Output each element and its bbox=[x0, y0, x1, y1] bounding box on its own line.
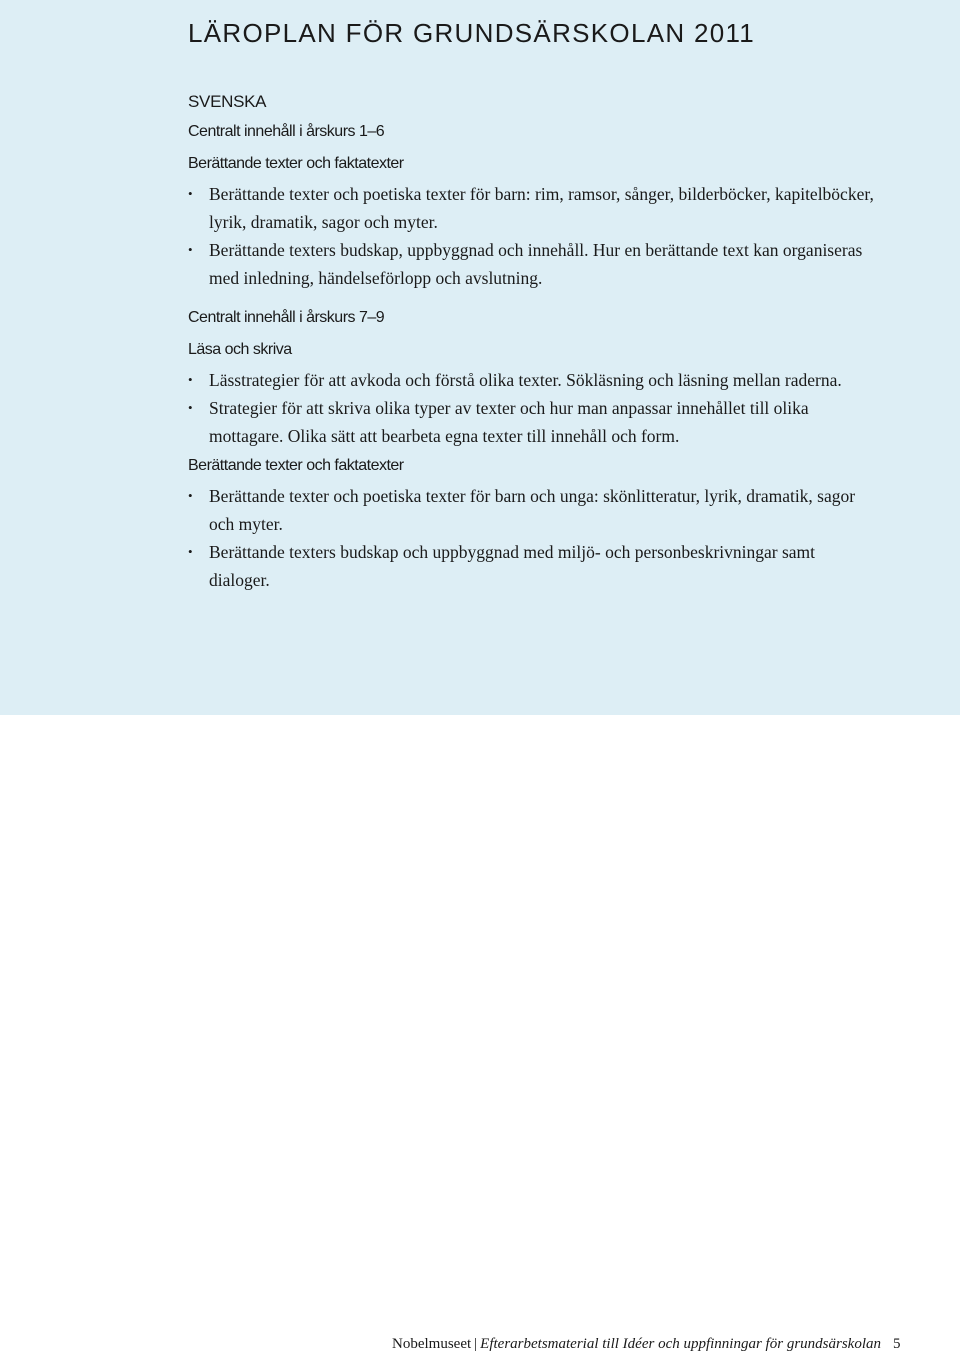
list-item: • Berättande texters budskap och uppbyggnad med miljö- och personbeskrivningar samt dialoger. bbox=[188, 538, 878, 594]
section-subheading: Berättande texter och faktatexter bbox=[188, 155, 404, 172]
section-heading: Centralt innehåll i årskurs 7–9 bbox=[188, 309, 385, 326]
footer-separator: | bbox=[474, 1336, 478, 1352]
section-heading: Centralt innehåll i årskurs 1–6 bbox=[188, 123, 385, 140]
page-number: 5 bbox=[893, 1336, 901, 1352]
list-item: • Berättande texter och poetiska texter för barn: rim, ramsor, sånger, bilderböcker, kapitelböcker, lyrik, dramatik, sagor och myter. bbox=[188, 180, 878, 236]
bullet-list bbox=[188, 366, 878, 450]
footer-publisher: Nobelmuseet bbox=[392, 1336, 472, 1352]
page-title: LÄROPLAN FÖR GRUNDSÄRSKOLAN 2011 bbox=[188, 18, 756, 48]
bullet-list bbox=[188, 482, 878, 594]
footer-title: Efterarbetsmaterial till Idéer och uppfinningar för grundsärskolan bbox=[480, 1336, 881, 1352]
page-footer bbox=[392, 1336, 901, 1353]
section-subheading: Berättande texter och faktatexter bbox=[188, 457, 404, 474]
list-item: • Berättande texters budskap, uppbyggnad och innehåll. Hur en berättande text kan organiseras med inledning, händelseförlopp och avslutning. bbox=[188, 236, 878, 292]
bullet-list bbox=[188, 180, 878, 292]
list-item: • Lässtrategier för att avkoda och förstå olika texter. Sökläsning och läsning mellan raderna. bbox=[188, 366, 878, 394]
section-subheading: Läsa och skriva bbox=[188, 341, 292, 358]
list-item: • Berättande texter och poetiska texter för barn och unga: skönlitteratur, lyrik, dramatik, sagor och myter. bbox=[188, 482, 878, 538]
subject-heading: SVENSKA bbox=[188, 92, 267, 111]
curriculum-content bbox=[188, 88, 878, 594]
list-item: • Strategier för att skriva olika typer av texter och hur man anpassar innehållet till olika mottagare. Olika sätt att bearbeta egna texter till innehåll och form. bbox=[188, 394, 878, 450]
